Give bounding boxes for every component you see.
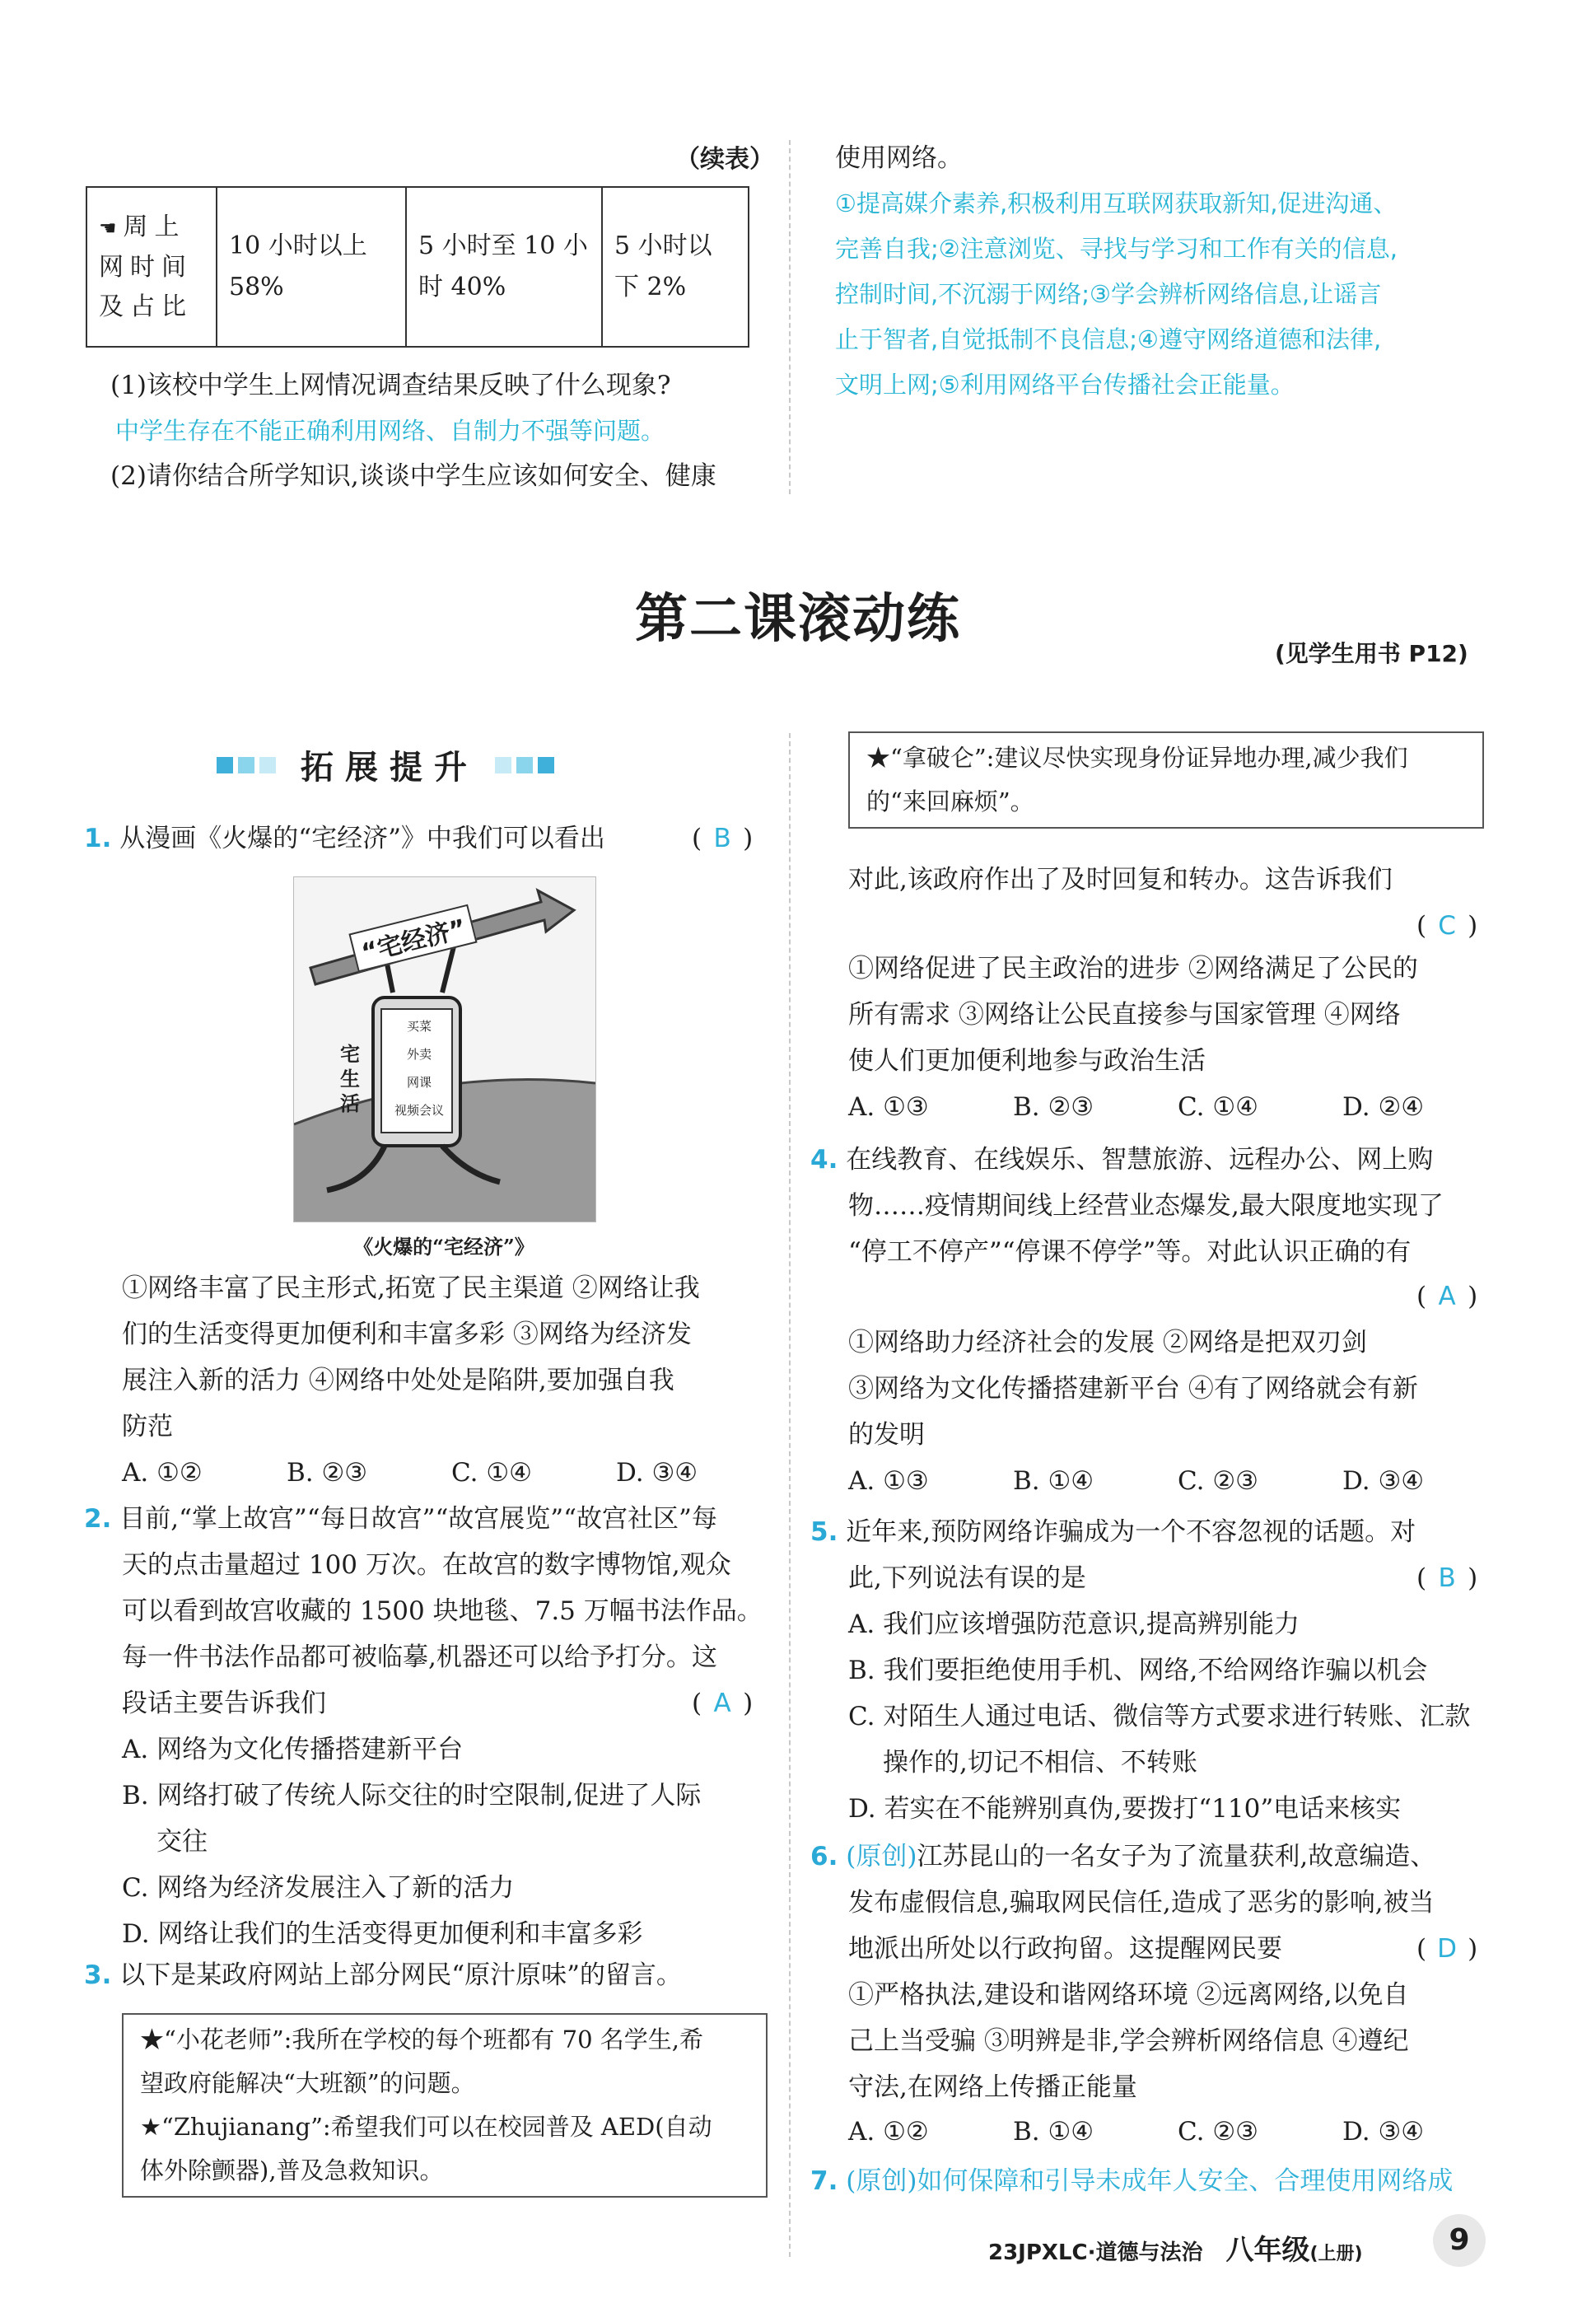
table-cell: 5 小时以下 2%	[602, 187, 749, 347]
survey-table	[86, 186, 749, 348]
question-1-statements: ①网络丰富了民主形式,拓宽了民主渠道 ②网络让我 们的生活变得更加便利和丰富多彩 ③网络为经济发 展注入新的活力 ④网络中处处是陷阱,要加强自我 防范	[122, 1273, 700, 1441]
cartoon-arrow-label: “宅经济”	[348, 904, 478, 973]
section-header	[214, 741, 557, 788]
answer-slot-3: ( C )	[1416, 911, 1478, 941]
answer-slot-1: ( B )	[692, 824, 754, 853]
decor-square-icon	[259, 757, 276, 773]
question-4-options: A. ①③ B. ①④ C. ②③ D. ③④	[848, 1466, 1425, 1496]
question-7: 7. (原创)如何保障和引导未成年人安全、合理使用网络成	[810, 2166, 1454, 2196]
question-6-statements: ①严格执法,建设和谐网络环境 ②远离网络,以免自 己上当受骗 ③明辨是非,学会辨析网络信息 ④遵纪 守法,在网络上传播正能量	[848, 1980, 1409, 2102]
pointing-hand-icon: ☚	[99, 216, 124, 240]
footer-volume: (上册)	[1309, 2244, 1363, 2264]
cartoon-side-label: 宅生活	[340, 1043, 360, 1115]
decor-square-icon	[238, 757, 254, 773]
footer-code: 23JPXLC·道德与法治	[988, 2240, 1203, 2265]
question-2-options: A. 网络为文化传播搭建新平台 B. 网络打破了传统人际交往的时空限制,促进了人际 交往 C. 网络为经济发展注入了新的活力 D. 网络让我们的生活变得更加便利和丰富多彩	[122, 1735, 702, 1949]
original-tag: (原创)	[846, 1842, 917, 1871]
table-cell: 5 小时至 10 小时 40%	[406, 187, 602, 347]
answer-1: 中学生存在不能正确利用网络、自制力不强等问题。	[115, 417, 665, 445]
decor-square-icon	[217, 757, 233, 773]
footer-grade: 八年级	[1225, 2234, 1310, 2267]
section-title: 拓展提升	[301, 749, 478, 787]
cartoon-image	[293, 876, 596, 1222]
original-tag: (原创)	[846, 2166, 917, 2196]
cartoon-phone-screen: 买菜 外卖 网课 视频会议	[394, 1019, 444, 1118]
page-footer	[988, 2227, 1363, 2268]
question-5: 5. 近年来,预防网络诈骗成为一个不容忽视的话题。对 此,下列说法有误的是	[810, 1517, 1416, 1593]
comment-box-1: ★“小花老师”:我所在学校的每个班都有 70 名学生,希 望政府能解决“大班额”的问题。 ★“Zhujianang”:希望我们可以在校园普及 AED(自动 体外除颤器),普及急救知识。	[122, 2013, 768, 2198]
column-divider-bottom	[789, 733, 791, 2257]
continued-text: 使用网络。	[835, 143, 963, 173]
continued-label: （续表）	[675, 145, 774, 174]
subquestion-2: (2)请你结合所学知识,谈谈中学生应该如何安全、健康	[110, 461, 716, 491]
question-3-statements: ①网络促进了民主政治的进步 ②网络满足了公民的 所有需求 ③网络让公民直接参与国家管理 ④网络 使人们更加便利地参与政治生活	[848, 954, 1418, 1076]
answer-slot-5: ( B )	[1416, 1563, 1478, 1593]
question-1: 1. 从漫画《火爆的“宅经济”》中我们可以看出	[84, 824, 605, 853]
handwritten-answer: ①提高媒介素养,积极利用互联网获取新知,促进沟通、 完善自我;②注意浏览、寻找与学习和工作有关的信息, 控制时间,不沉溺于网络;③学会辨析网络信息,让谣言 止于智者,自觉抵制不良信息;④遵守网络道德和法律, 文明上网;⑤利用网络平台传播社会正能量。	[835, 189, 1398, 399]
page-title: 第二课滚动练	[635, 589, 961, 650]
question-5-options: A. 我们应该增强防范意识,提高辨别能力 B. 我们要拒绝使用手机、网络,不给网络诈骗以机会 C. 对陌生人通过电话、微信等方式要求进行转账、汇款 操作的,切记不相信、不转账 D. 若实在不能辨别真伪,要拨打“110”电话来核实	[848, 1610, 1471, 1824]
question-2: 2. 目前,“掌上故宫”“每日故宫”“故宫展览”“故宫社区”每 天的点击量超过 100 万次。在故宫的数字博物馆,观众 可以看到故宫收藏的 1500 块地毯、7.5 万幅书法作品。 每一件书法作品都可被临摹,机器还可以给予打分。这 段话主要告诉我们	[84, 1504, 763, 1718]
comment-box-2: ★“拿破仑”:建议尽快实现身份证异地办理,减少我们 的“来回麻烦”。	[848, 731, 1484, 829]
question-6: 6. (原创)江苏昆山的一名女子为了流量获利,故意编造、 发布虚假信息,骗取网民信任,造成了恶劣的影响,被当 地派出所处以行政拘留。这提醒网民要	[810, 1842, 1436, 1964]
question-3-continued: 对此,该政府作出了及时回复和转办。这告诉我们	[848, 865, 1393, 895]
cartoon-caption: 《火爆的“宅经济”》	[353, 1235, 534, 1259]
answer-slot-6: ( D )	[1416, 1934, 1478, 1964]
question-6-options: A. ①② B. ①④ C. ②③ D. ③④	[848, 2117, 1425, 2147]
question-1-options: A. ①② B. ②③ C. ①④ D. ③④	[122, 1458, 698, 1488]
column-divider-top	[789, 140, 791, 494]
book-reference: (见学生用书 P12)	[1275, 640, 1468, 667]
decor-square-icon	[538, 757, 554, 773]
page-number: 9	[1433, 2214, 1486, 2267]
answer-slot-2: ( A )	[692, 1689, 754, 1718]
subquestion-1: (1)该校中学生上网情况调查结果反映了什么现象?	[110, 371, 671, 400]
answer-slot-4: ( A )	[1416, 1282, 1478, 1311]
question-4-statements: ①网络助力经济社会的发展 ②网络是把双刃剑 ③网络为文化传播搭建新平台 ④有了网络就会有新 的发明	[848, 1328, 1418, 1450]
question-3: 3. 以下是某政府网站上部分网民“原汁原味”的留言。	[84, 1960, 682, 1990]
decor-square-icon	[495, 757, 511, 773]
question-4: 4. 在线教育、在线娱乐、智慧旅游、远程办公、网上购 物……疫情期间线上经营业态爆发,最大限度地实现了 “停工不停产”“停课不停学”等。对此认识正确的有	[810, 1145, 1444, 1267]
table-cell: 10 小时以上 58%	[217, 187, 406, 347]
question-3-options: A. ①③ B. ②③ C. ①④ D. ②④	[848, 1092, 1425, 1122]
table-row-label: ☚周上网时间及占比	[86, 187, 217, 347]
decor-square-icon	[516, 757, 533, 773]
